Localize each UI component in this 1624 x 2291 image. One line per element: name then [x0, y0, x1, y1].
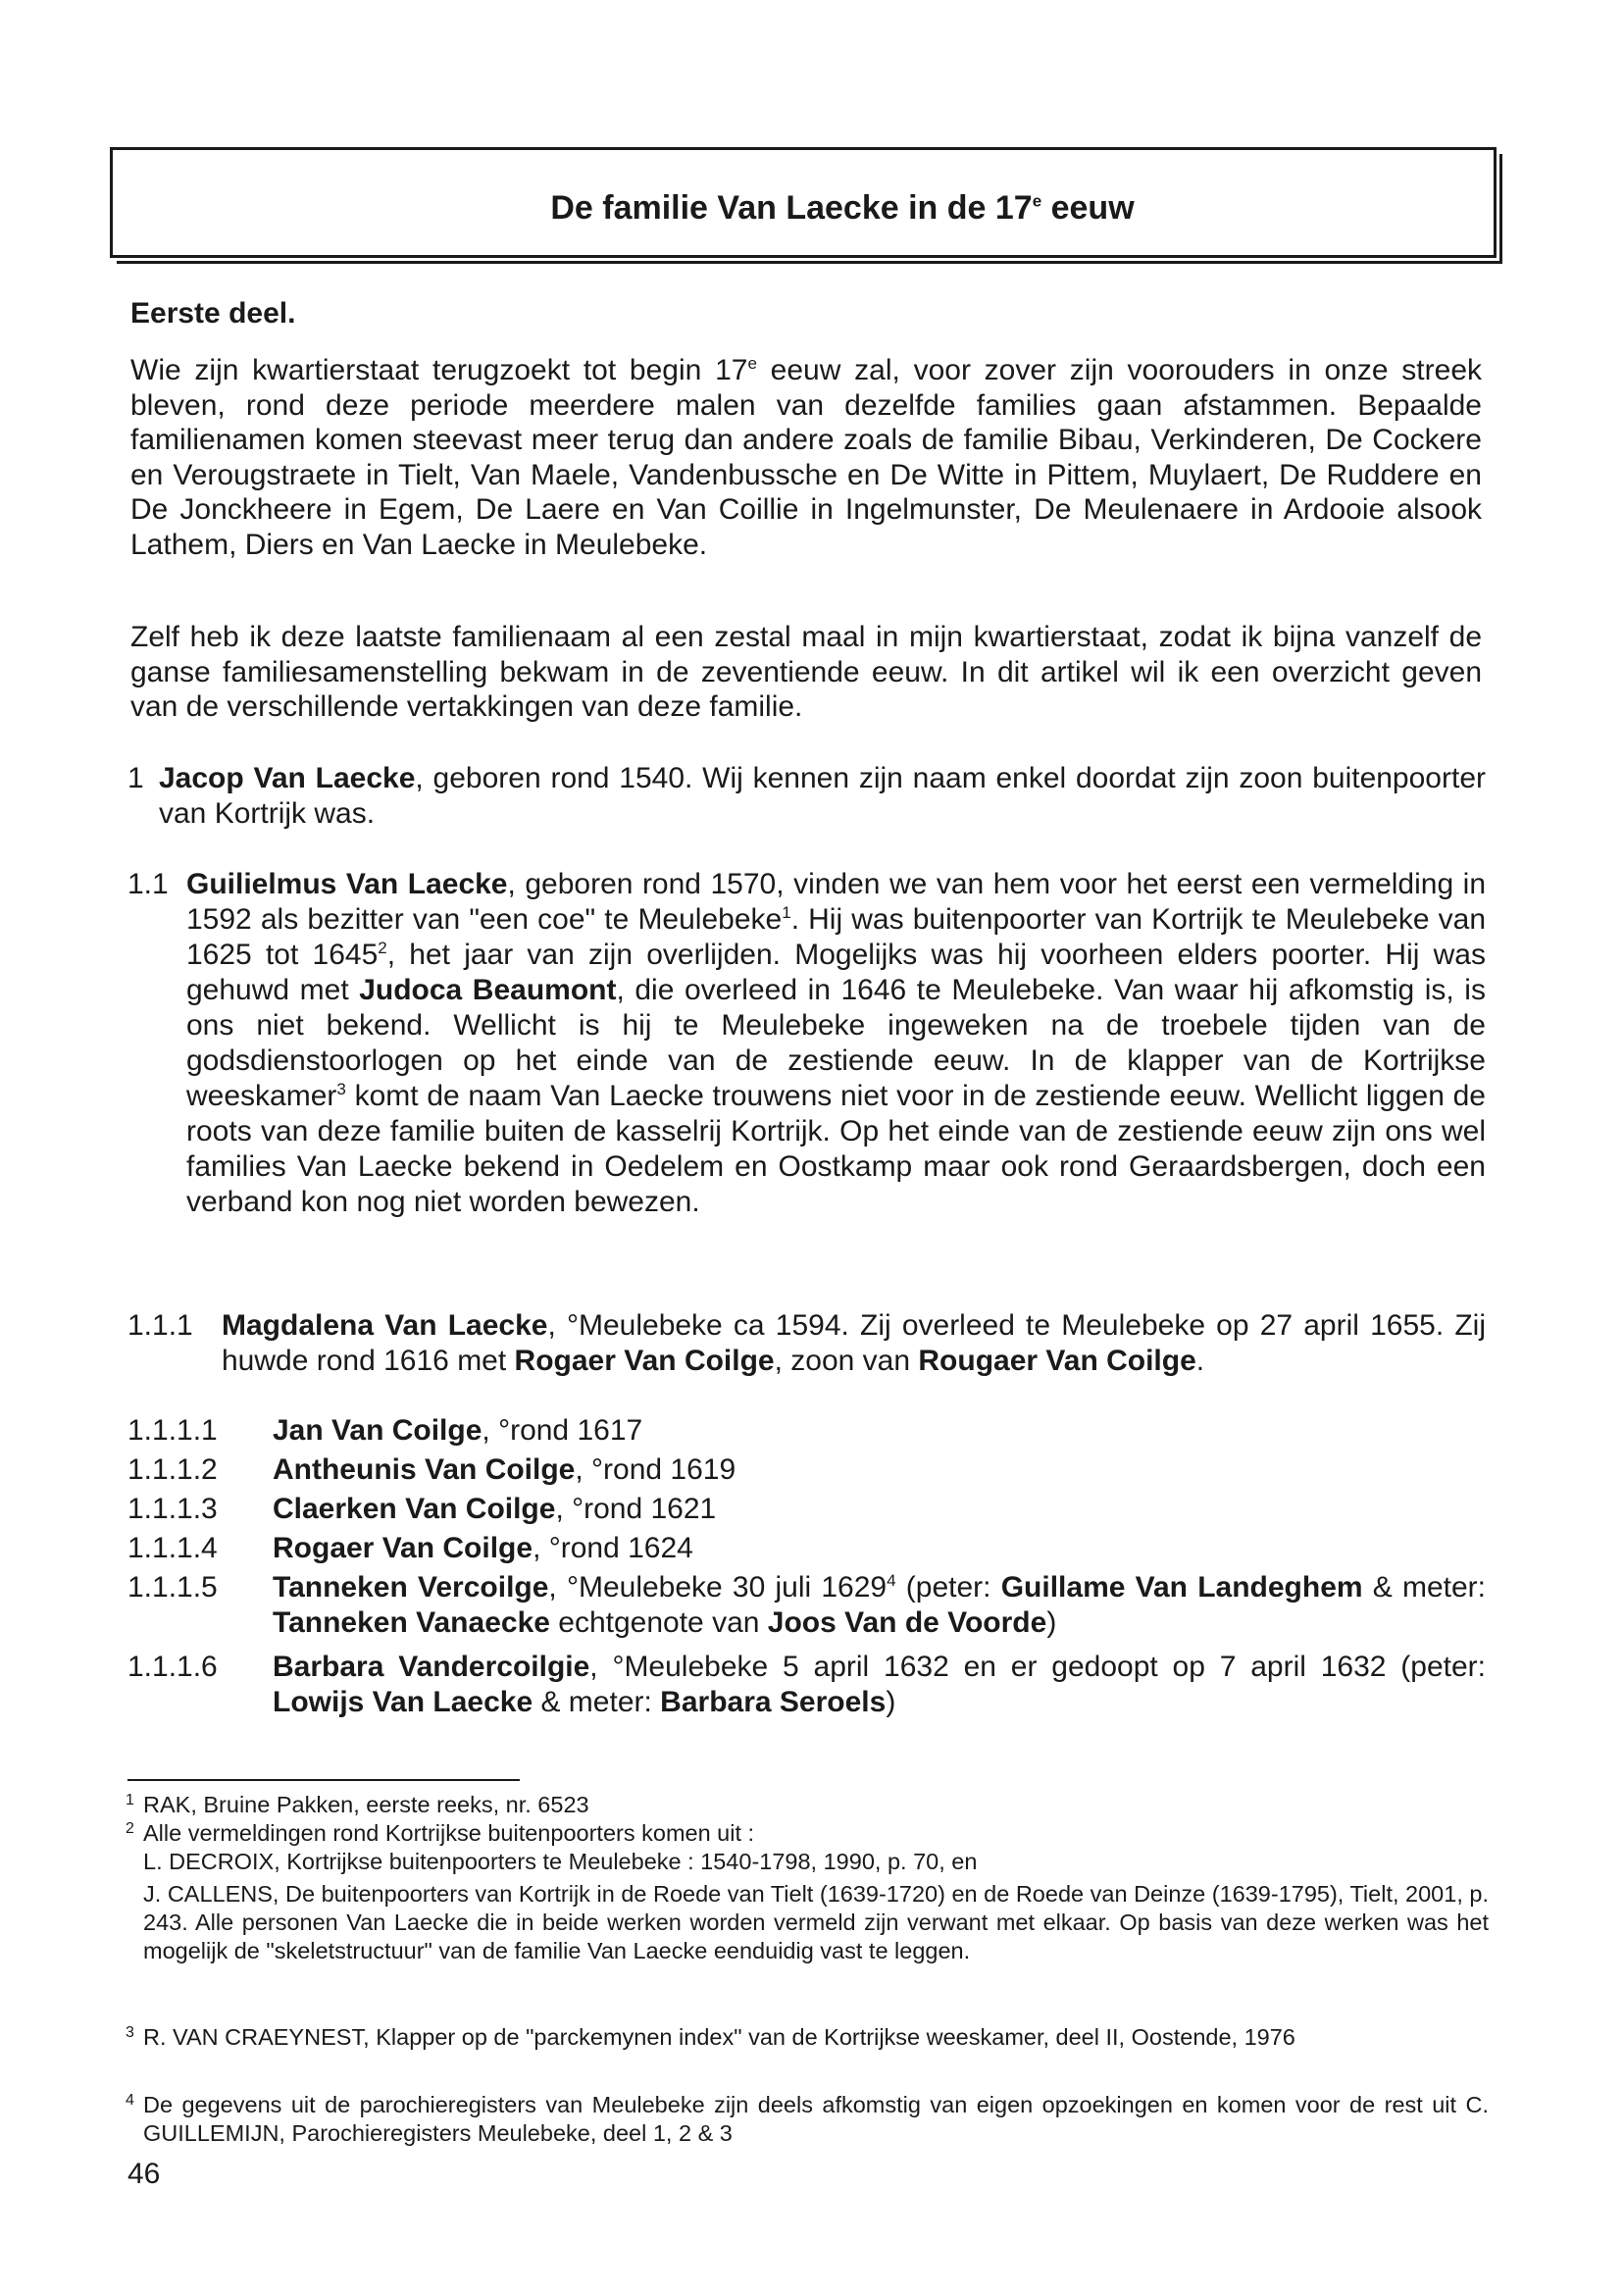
footnote-4: 4 De gegevens uit de parochieregisters van Meulebeke zijn deels afkomstig van eigen opzoekingen en komen voor de rest uit C. GUILLEMIJN, Parochieregisters Meulebeke, deel 1, 2 & 3	[126, 2092, 1489, 2146]
child-entry: 1.1.1.4 Rogaer Van Coilge, °rond 1624	[127, 1532, 693, 1564]
person-name: Guilielmus Van Laecke	[186, 868, 508, 900]
child-entry: 1.1.1.3 Claerken Van Coilge, °rond 1621	[127, 1493, 717, 1525]
spouse-name: Rogaer Van Coilge	[514, 1345, 775, 1377]
footnote-1: 1 RAK, Bruine Pakken, eerste reeks, nr. 6523	[126, 1792, 589, 1817]
person-name: Magdalena Van Laecke	[222, 1309, 548, 1342]
footnote-ref[interactable]: 4	[887, 1571, 896, 1590]
spouse-name: Judoca Beaumont	[359, 974, 617, 1006]
person-name: Jacop Van Laecke	[159, 762, 416, 794]
page-title: De familie Van Laecke in de 17e eeuw	[550, 189, 1135, 227]
footnote-ref[interactable]: 1	[782, 903, 791, 922]
page-number: 46	[127, 2158, 161, 2190]
child-entry: 1.1.1.2 Antheunis Van Coilge, °rond 1619	[127, 1453, 736, 1486]
intro-paragraph-1: Wie zijn kwartierstaat terugzoekt tot begin 17e eeuw zal, voor zover zijn voorouders in onze streek bleven, rond deze periode meerdere malen van dezelfde families gaan afstammen. Bepaalde familienamen komen steevast meer terug dan andere zoals de familie Bibau, Verkinderen, De Cockere en Verougstraete in Tielt, Van Maele, Vandenbussche en De Witte in Pittem, Muylaert, De Ruddere en De Jonckheere in Egem, De Laere en Van Coillie in Ingelmunster, De Meulenaere in Ardooie alsook Lathem, Diers en Van Laecke in Meulebeke.	[130, 354, 1482, 561]
footnote-ref[interactable]: 3	[336, 1080, 346, 1098]
footnote-2: 2 Alle vermeldingen rond Kortrijkse buitenpoorters komen uit : L. DECROIX, Kortrijkse buitenpoorters te Meulebeke : 1540-1798, 1990, p. 70, en J. CALLENS, De buitenpoorters van Kortrijk in de Roede van Tielt (1639-1720) en de Roede van Deinze (1639-1795), Tielt, 2001, p. 243. Alle personen Van Laecke die in beide werken worden vermeld zijn verwant met elkaar. Op basis van deze werken was het mogelijk de "skeletstructuur" van de familie Van Laecke eenduidig vast te leggen.	[126, 1820, 1489, 1963]
child-entry: 1.1.1.5 Tanneken Vercoilge, °Meulebeke 30 juli 1629$^4$ (peter: Guillame Van Landeghem & meter: Tanneken Vanaecke echtgenote van Joos Van de Voorde)	[127, 1571, 1486, 1639]
section-heading: Eerste deel.	[130, 297, 296, 330]
title-box	[110, 147, 1497, 258]
footnote-3: 3 R. VAN CRAEYNEST, Klapper op de "parckemynen index" van de Kortrijkse weeskamer, deel II, Oostende, 1976	[126, 2024, 1295, 2050]
child-entry: 1.1.1.1 Jan Van Coilge, °rond 1617	[127, 1414, 643, 1447]
intro-paragraph-2: Zelf heb ik deze laatste familienaam al een zestal maal in mijn kwartierstaat, zodat ik bijna vanzelf de ganse familiesamenstelling bekwam in de zeventiende eeuw. In dit artikel wil ik een overzicht geven van de verschillende vertakkingen van deze familie.	[130, 621, 1482, 723]
father-name: Rougaer Van Coilge	[918, 1345, 1196, 1377]
footnote-ref[interactable]: 2	[378, 939, 387, 957]
genealogy-entry-1: 1 Jacop Van Laecke, geboren rond 1540. Wij kennen zijn naam enkel doordat zijn zoon buitenpoorter van Kortrijk was.	[127, 762, 1486, 830]
genealogy-entry-1-1: 1.1 Guilielmus Van Laecke, geboren rond 1570, vinden we van hem voor het eerst een vermelding in 1592 als bezitter van "een coe" te Meulebeke$^1$. Hij was buitenpoorter van Kortrijk te Meulebeke van 1625 tot 1645$^2$, het jaar van zijn overlijden. Mogelijks was hij voorheen elders poorter. Hij was gehuwd met Judoca Beaumont, die overleed in 1646 te Meulebeke. Van waar hij afkomstig is, is ons niet bekend. Wellicht is hij te Meulebeke ingeweken na de troebele tijden van de godsdienstoorlogen op het einde van de zestiende eeuw. In de klapper van de Kortrijkse weeskamer$^3$ komt de naam Van Laecke trouwens niet voor in de zestiende eeuw. Wellicht liggen de roots van deze familie buiten de kasselrij Kortrijk. Op het einde van de zestiende eeuw zijn ons wel families Van Laecke bekend in Oedelem en Oostkamp maar ook rond Geraardsbergen, doch een verband kon nog niet worden bewezen.	[127, 868, 1487, 1218]
genealogy-entry-1-1-1: 1.1.1 Magdalena Van Laecke, °Meulebeke ca 1594. Zij overleed te Meulebeke op 27 april 1655. Zij huwde rond 1616 met Rogaer Van Coilge, zoon van Rougaer Van Coilge.	[127, 1309, 1486, 1377]
child-entry: 1.1.1.6 Barbara Vandercoilgie, °Meulebeke 5 april 1632 en er gedoopt op 7 april 1632 (peter: Lowijs Van Laecke & meter: Barbara Seroels)	[127, 1651, 1486, 1718]
footnote-divider	[127, 1779, 520, 1781]
